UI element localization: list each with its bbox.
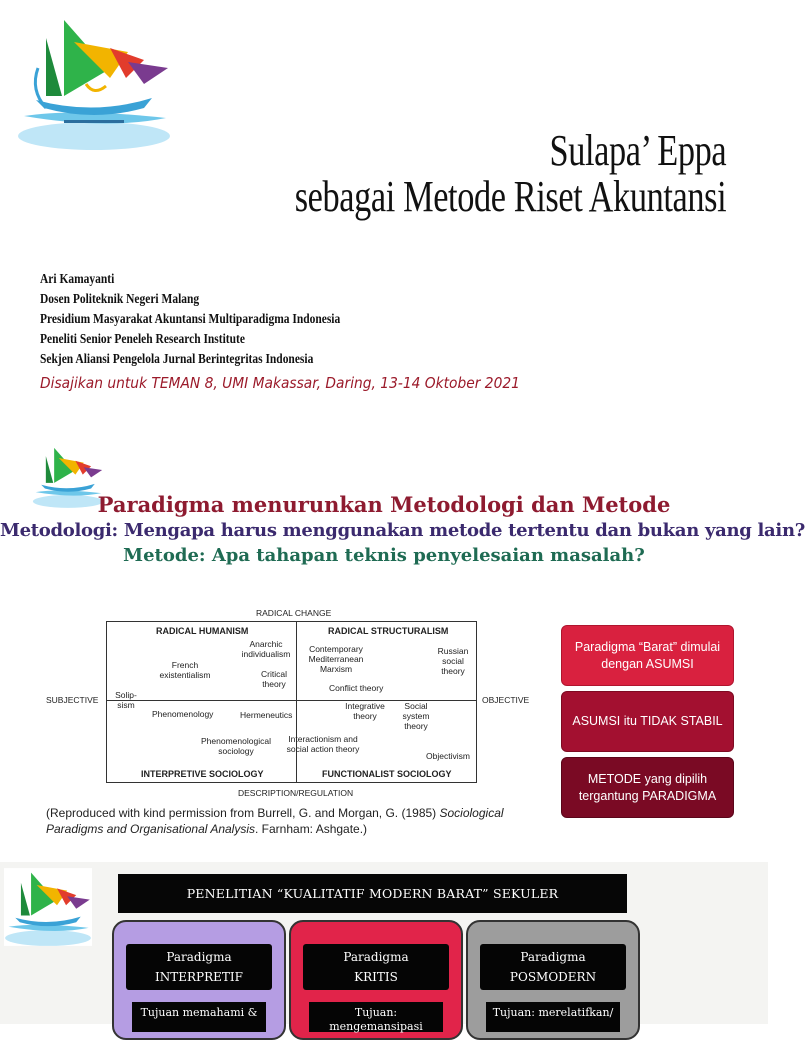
axis-top-label: RADICAL CHANGE [256, 608, 332, 618]
diagram-item: French existentialism [159, 660, 211, 680]
presentation-title [294, 128, 726, 220]
author-affiliation: Peneliti Senior Peneleh Research Institute [40, 332, 245, 347]
diagram-item: Conflict theory [329, 683, 384, 693]
paradigm-name: INTERPRETIF [155, 970, 243, 984]
diagram-item: Contemporary Mediterranean Marxism [308, 644, 364, 674]
author-affiliation: Dosen Politeknik Negeri Malang [40, 292, 200, 307]
methodology-question: Metodologi: Mengapa harus menggunakan metode tertentu dan bukan yang lain? [0, 520, 805, 541]
paradigm-label: Paradigma [166, 950, 232, 964]
paradigm-goal: Tujuan: merelatifkan/ [486, 1002, 620, 1032]
paradigm-name: POSMODERN [509, 970, 597, 984]
assumption-unstable-note: ASUMSI itu TIDAK STABIL [561, 691, 734, 752]
author-name: Ari Kamayanti [40, 272, 115, 287]
paradigm-card-interpretif [112, 920, 286, 1040]
diagram-item: Phenomenological sociology [201, 736, 271, 756]
diagram-credit [46, 805, 546, 837]
quadrant-functionalist-sociology: FUNCTIONALIST SOCIOLOGY [322, 769, 452, 779]
diagram-item: Interactionism and social action theory [286, 734, 360, 754]
paradigm-card-posmodern [466, 920, 640, 1040]
credit-book-title: Sociological Paradigms and Organisational Analysis [46, 806, 504, 836]
paradigm-goal: Tujuan memahami & [132, 1002, 266, 1032]
axis-bottom-label: DESCRIPTION/REGULATION [238, 788, 354, 798]
diagram-item: Integrative theory [345, 701, 385, 721]
method-question: Metode: Apa tahapan teknis penyelesaian masalah? [123, 545, 645, 566]
credit-text: (Reproduced with kind permission from Burrell, G. and Morgan, G. (1985) [46, 806, 440, 820]
diagram-item: Social system theory [402, 701, 430, 731]
diagram-item: Objectivism [426, 751, 470, 761]
diagram-item: Russian social theory [437, 646, 469, 676]
slide-heading: Paradigma menurunkan Metodologi dan Metode [97, 492, 671, 517]
author-info [40, 270, 340, 370]
credit-publisher: . Farnham: Ashgate.) [255, 822, 368, 836]
paradigm-name: KRITIS [354, 970, 398, 984]
title-line-2: sebagai Metode Riset Akuntansi [294, 172, 726, 221]
title-slide [0, 0, 768, 418]
paradigm-card-kritis [289, 920, 463, 1040]
quadrant-radical-structuralism: RADICAL STRUCTURALISM [328, 626, 449, 636]
author-affiliation: Presidium Masyarakat Akuntansi Multiparadigma Indonesia [40, 312, 341, 327]
paradigm-card-title [303, 944, 449, 990]
paradigm-card-title [480, 944, 626, 990]
quadrant-radical-humanism: RADICAL HUMANISM [156, 626, 249, 636]
research-banner: PENELITIAN “KUALITATIF MODERN BARAT” SEKULER [118, 874, 627, 913]
method-paradigm-note: METODE yang dipilih tergantung PARADIGMA [561, 757, 734, 818]
diagram-item: Solip- sism [115, 690, 137, 710]
diagram-item: Critical theory [261, 669, 287, 689]
burrell-morgan-diagram [0, 418, 560, 862]
diagram-item: Phenomenology [152, 709, 214, 719]
paradigm-slide [0, 418, 805, 862]
paradigm-goal: Tujuan: mengemansipasi [309, 1002, 443, 1032]
diagram-divider-vertical [296, 621, 297, 783]
axis-left-label: SUBJECTIVE [46, 695, 99, 705]
presentation-event: Disajikan untuk TEMAN 8, UMI Makassar, Daring, 13-14 Oktober 2021 [40, 374, 520, 392]
assumption-note: Paradigma “Barat” dimulai dengan ASUMSI [561, 625, 734, 686]
sailboat-logo-icon [16, 12, 172, 150]
diagram-item: Anarchic individualism [241, 639, 291, 659]
axis-right-label: OBJECTIVE [482, 695, 530, 705]
author-affiliation: Sekjen Aliansi Pengelola Jurnal Berintegritas Indonesia [40, 352, 314, 367]
paradigm-card-title [126, 944, 272, 990]
title-line-1: Sulapa’ Eppa [549, 126, 726, 175]
quadrant-interpretive-sociology: INTERPRETIVE SOCIOLOGY [141, 769, 264, 779]
paradigm-label: Paradigma [343, 950, 409, 964]
qualitative-research-slide [0, 862, 768, 1033]
diagram-item: Hermeneutics [240, 710, 293, 720]
sailboat-logo-icon [4, 868, 92, 946]
paradigm-label: Paradigma [520, 950, 586, 964]
